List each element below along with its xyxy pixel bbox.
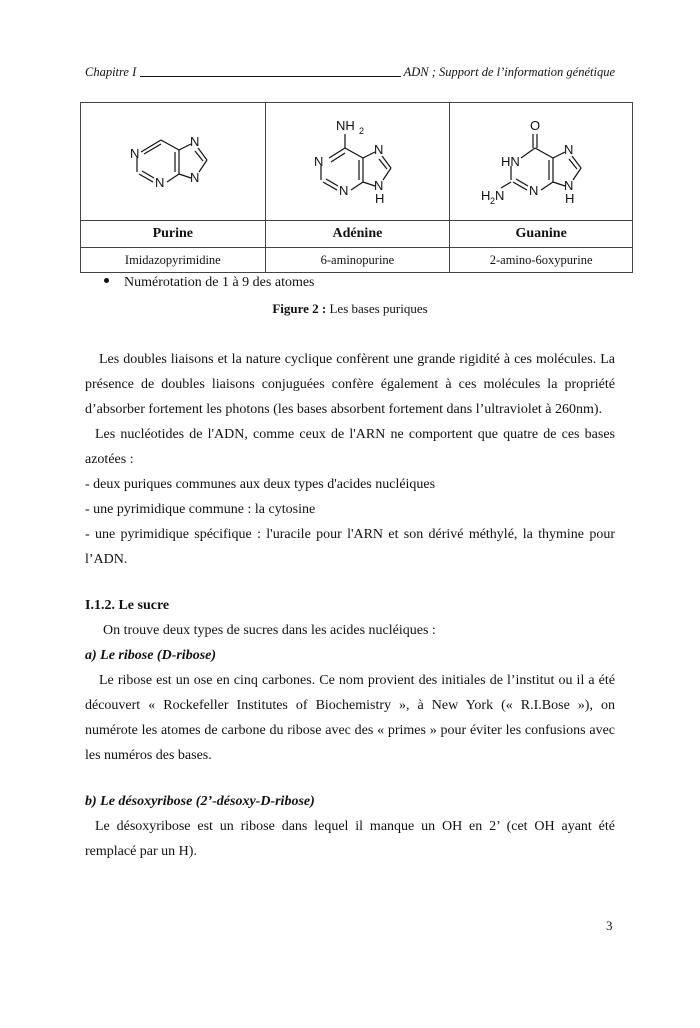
header-chapter: Chapitre I	[85, 65, 137, 79]
section-deoxyribose: b) Le désoxyribose (2’-désoxy-D-ribose) Le désoxyribose est un ribose dans lequel il manque un OH en 2’ (cet OH ayant été remplacé par un H).	[85, 789, 615, 864]
svg-text:N: N	[314, 153, 324, 169]
svg-text:2: 2	[490, 195, 496, 206]
purine-iupac: Imidazopyrimidine	[81, 248, 266, 273]
bullet-icon	[104, 278, 109, 283]
header-rule	[140, 75, 400, 77]
svg-text:O: O	[530, 117, 541, 133]
adenine-structure-icon	[307, 112, 407, 212]
svg-text:N: N	[564, 141, 574, 157]
svg-text:N: N	[564, 177, 574, 193]
caption-text: Les bases puriques	[326, 301, 428, 316]
paragraph-nucleotides: Les nucléotides de l'ADN, comme ceux de l'ARN ne comportent que quatre de ces bases azotées : - deux puriques communes aux deux types d'acides nucléiques - une pyrimidique commune : la cytosine - une pyrimidique spécifique : l'uracile pour l'ARN et son dérivé méthylé, la thymine pour l’ADN.	[85, 427, 615, 567]
page-number: 3	[606, 918, 613, 933]
purine-bases-table	[80, 102, 633, 273]
subsection-b-title: b) Le désoxyribose (2’-désoxy-D-ribose)	[85, 794, 315, 809]
section-title: I.1.2. Le sucre	[85, 598, 170, 613]
svg-text:NH: NH	[336, 117, 356, 133]
caption-label: Figure 2 :	[272, 301, 327, 316]
numbering-bullet: Numérotation de 1 à 9 des atomes	[104, 275, 315, 291]
svg-text:H: H	[481, 187, 491, 203]
svg-text:N: N	[374, 177, 384, 193]
running-header	[85, 60, 615, 80]
guanine-iupac: 2-amino-6oxypurine	[450, 248, 633, 273]
svg-text:H: H	[565, 190, 575, 206]
paragraph-rigidity: Les doubles liaisons et la nature cyclique confèrent une grande rigidité à ces molécules. La présence de doubles liaisons conjuguées confère également à ces molécules la propriété d’absorber fortement les photons (les bases absorbent fortement dans l’ultraviolet à 260nm).	[85, 352, 615, 417]
figure-caption	[0, 301, 700, 317]
svg-text:N: N	[129, 145, 140, 161]
section-sugar: I.1.2. Le sucre On trouve deux types de sucres dans les acides nucléiques : a) Le ribose (D-ribose) Le ribose est un ose en cinq carbones. Ce nom provient des initiales de l’institut ou il a été découvert « Rockefeller Institutes of Biochemistry », à New York (« R.I.Bose »), on numérote les atomes de carbone du ribose avec des « primes » pour éviter les confusions avec les numéros des bases.	[85, 593, 615, 768]
adenine-iupac: 6-aminopurine	[265, 248, 450, 273]
adenine-name: Adénine	[265, 221, 450, 248]
guanine-structure-icon	[481, 112, 601, 212]
purine-cell	[81, 103, 266, 221]
svg-text:N: N	[189, 133, 200, 149]
svg-text:N: N	[189, 169, 200, 185]
purine-structure-icon	[123, 122, 223, 202]
svg-text:N: N	[374, 141, 384, 157]
svg-text:N: N	[529, 182, 539, 198]
svg-text:HN: HN	[501, 153, 520, 169]
header-title: ADN ; Support de l’information génétique	[403, 65, 615, 79]
svg-text:N: N	[495, 187, 505, 203]
adenine-cell	[265, 103, 450, 221]
guanine-cell	[450, 103, 633, 221]
guanine-name: Guanine	[450, 221, 633, 248]
svg-text:2: 2	[359, 125, 365, 136]
purine-name: Purine	[81, 221, 266, 248]
svg-text:N: N	[154, 174, 165, 190]
subsection-a-title: a) Le ribose (D-ribose)	[85, 648, 217, 663]
svg-text:N: N	[339, 182, 349, 198]
svg-text:H: H	[375, 190, 385, 206]
